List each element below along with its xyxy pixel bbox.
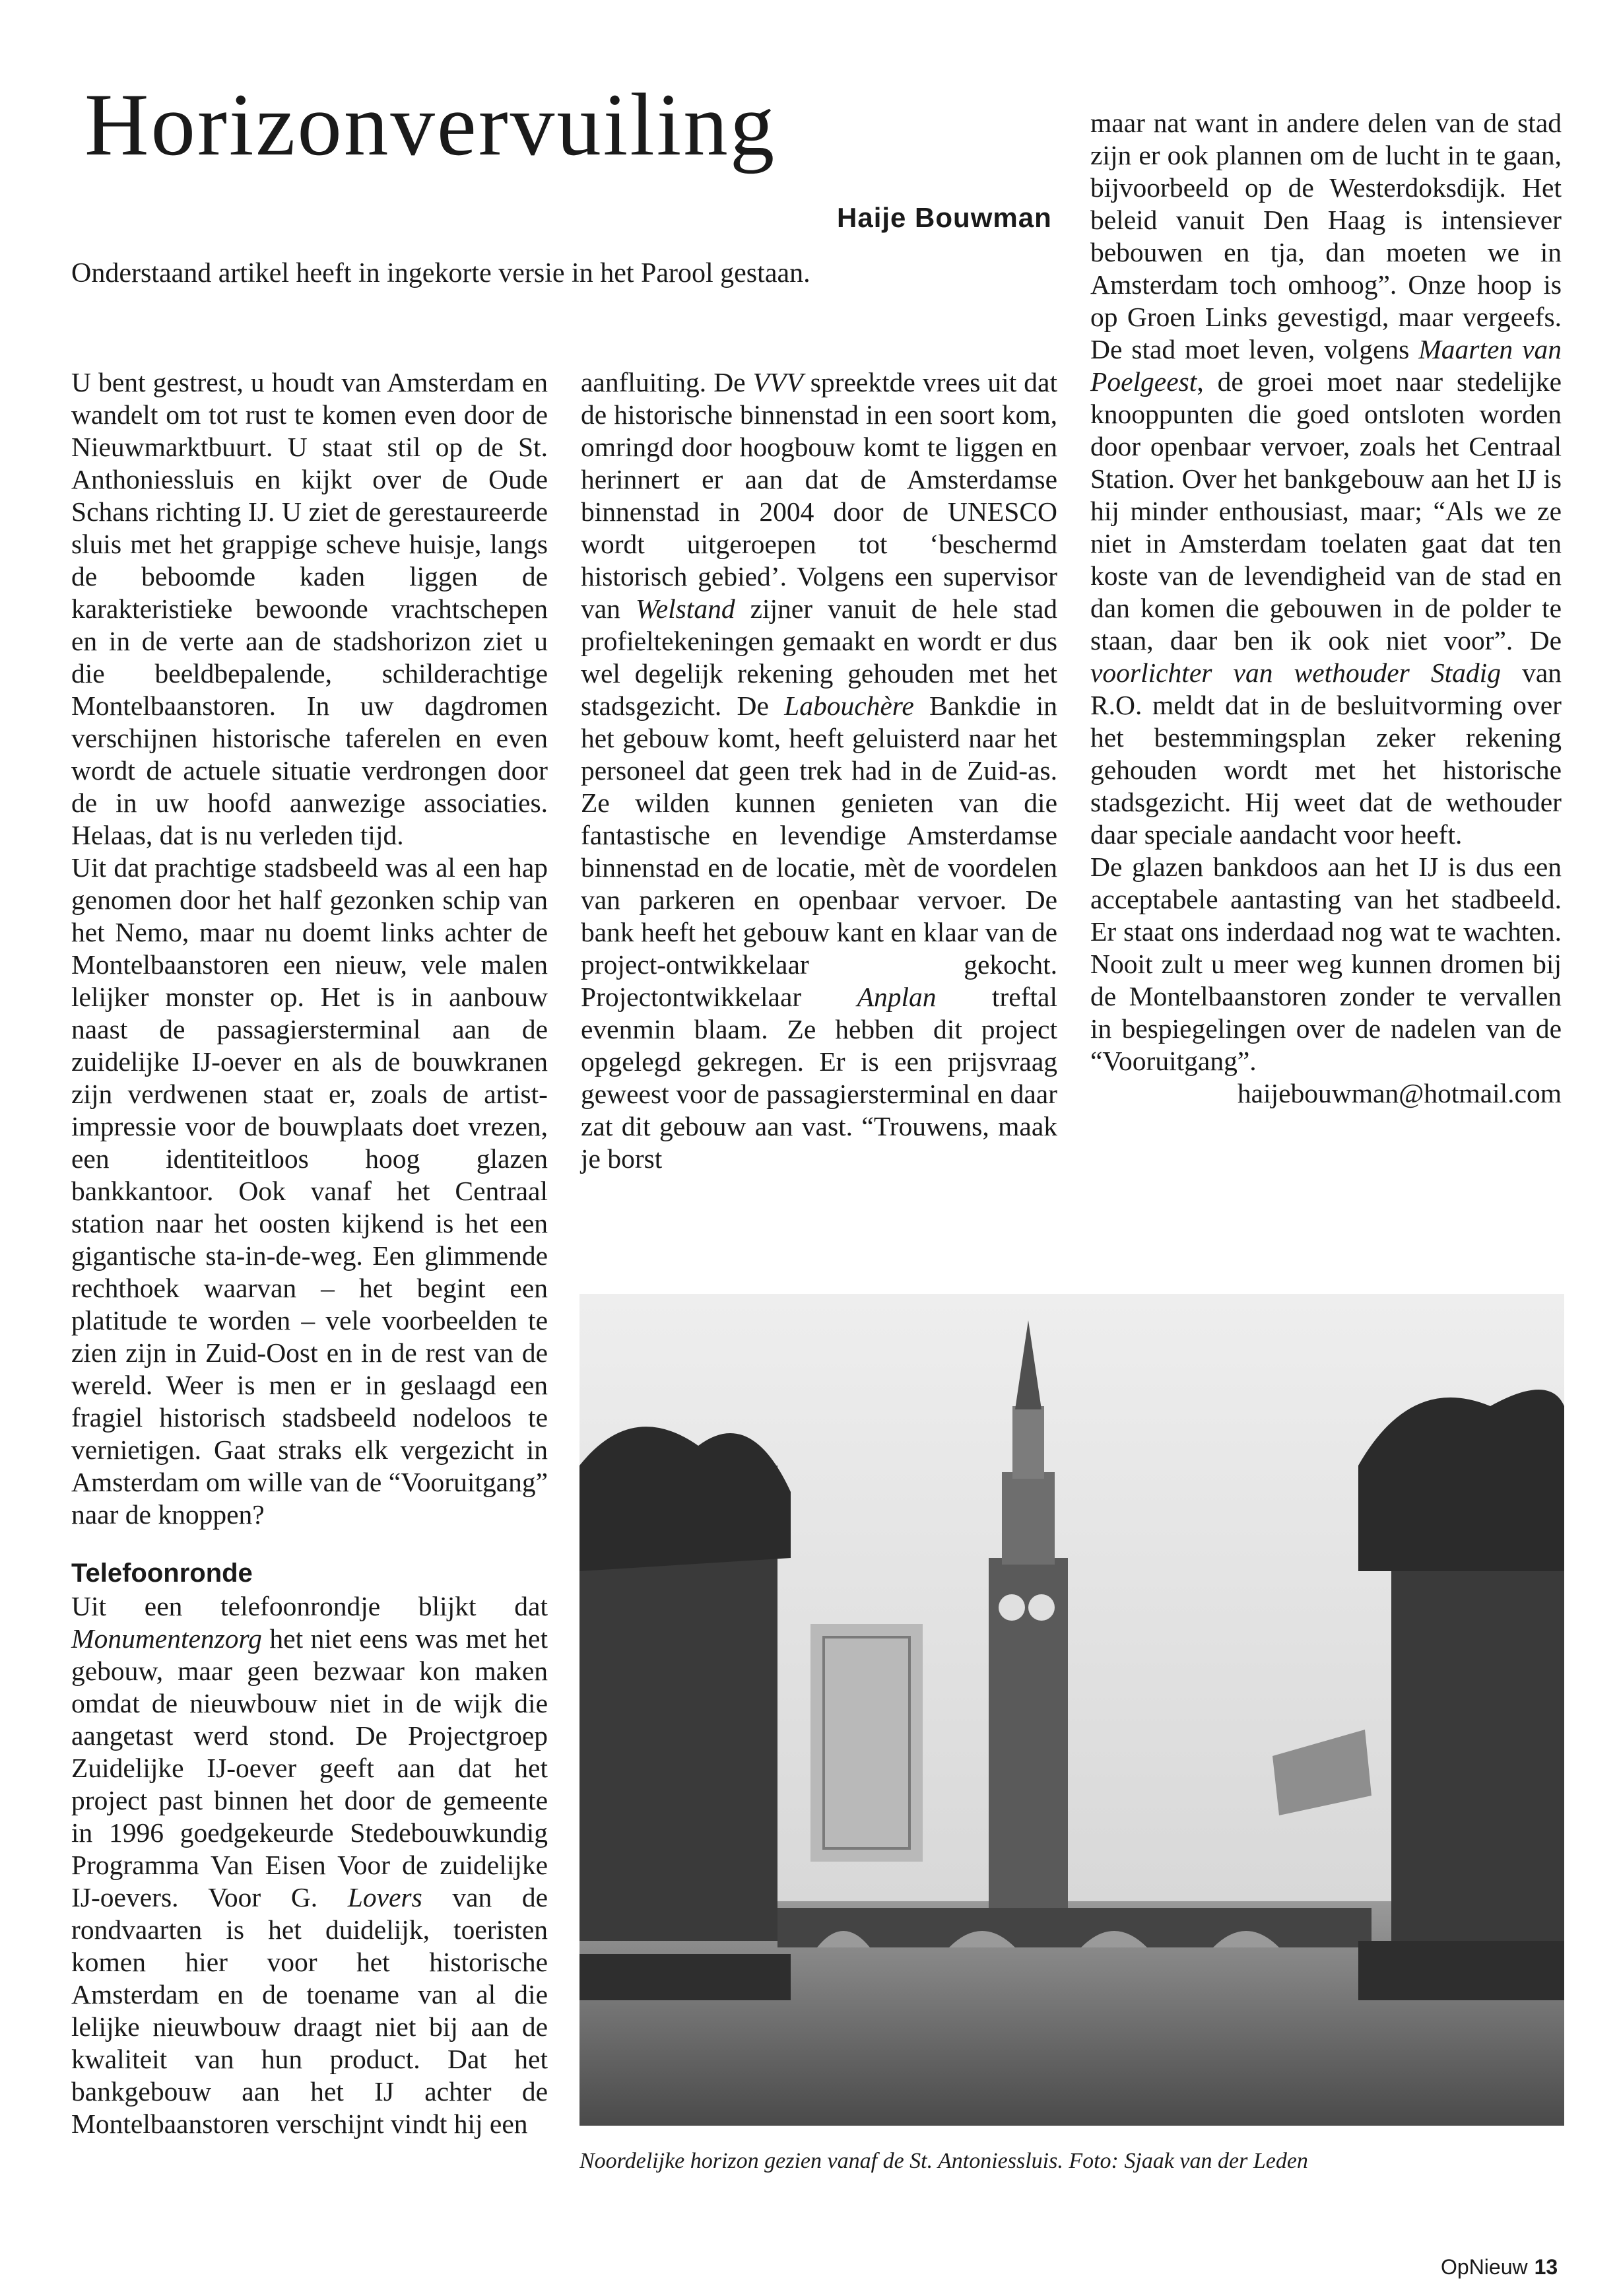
paragraph-4: [1090, 107, 1562, 851]
photo-illustration: [579, 1294, 1564, 2126]
text-run: spreekt: [803, 367, 890, 397]
text-run: er vanuit de hele stad profieltekeningen gemaakt en wordt er dus wel degelijk rekening gehouden met het stadsgezicht. De: [581, 593, 1057, 721]
text-run: aanfluiting. De: [581, 367, 753, 397]
emphasis-voorlichter: voorlichter van wethouder Stadig: [1090, 658, 1501, 688]
text-column-2: [581, 366, 1057, 1175]
emphasis-vvv: VVV: [752, 367, 803, 397]
paragraph-2: Uit dat prachtige stadsbeeld was al een hap genomen door het half gezonken schip van het Nemo, maar nu doemt links achter de Montelbaanstoren een nieuw, vele malen lelijker monster op. Het is in aanbouw naast de passagiersterminal aan de zuidelijke IJ-oever en als de bouwkranen zijn verdwenen staat er, zoals de artist-impressie voor de bouwplaats doet vrezen, een identiteitloos hoog glazen bankkantoor. Ook vanaf het Centraal station naar het oosten kijkend is het een gigantische sta-in-de-weg. Een glimmende rechthoek waarvan – het begint een platitude te worden – vele voorbeelden te zien zijn in Zuid-Oost en in de rest van de wereld. Weer is men er in geslaagd een fragiel historisch stadsbeeld nodeloos te vernietigen. Gaat straks elk vergezicht in Amsterdam om wille van de “Vooruitgang” naar de knoppen?: [71, 852, 548, 1530]
text-run: zijn: [735, 593, 791, 624]
photo-montelbaanstoren: [579, 1294, 1564, 2126]
emphasis-lovers: Lovers: [347, 1882, 422, 1912]
paragraph-5: De glazen bankdoos aan het IJ is dus een acceptabele aantasting van het stadbeeld. Er staat ons inderdaad nog wat te wachten. Nooit zult u meer weg kunnen dromen bij de Montelbaanstoren zonder te vervallen in bespiegelingen over de nadelen van de “Vooruitgang”.: [1090, 852, 1562, 1076]
text-run: Uit een telefoonrondje blijkt dat: [71, 1591, 548, 1621]
emphasis-welstand: Welstand: [635, 593, 735, 624]
paragraph-3: [71, 1590, 548, 2140]
text-run: het niet eens was met het gebouw, maar geen bezwaar kon maken omdat de nieuwbouw niet in de wijk die aangetast werd stond. De Projectgroep Zuidelijke IJ-oever geeft aan dat het project past binnen het door de gemeente in 1996 goedgekeurde Stedebouwkundig Programma Van Eisen Voor de zuidelijke IJ-oevers. Voor G.: [71, 1623, 548, 1912]
author-byline: Haije Bouwman: [837, 202, 1052, 233]
text-run: , de groei moet naar stedelijke knooppunten die goed ontsloten worden door openbaar vervoer, zoals het Centraal Station. Over het bankgebouw aan het IJ is hij minder enthousiast, maar; “Als we ze niet in Amsterdam toelaten gaat dat ten koste van de levendigheid van de stad en dan komen die gebouwen in de polder te staan, daar ben ik ook niet voor”. De: [1090, 366, 1562, 656]
emphasis-anplan: Anplan: [857, 982, 937, 1012]
emphasis-labouchere: Labouchère: [784, 691, 914, 721]
article-title: Horizonvervuiling: [84, 76, 777, 174]
photo-caption: Noordelijke horizon gezien vanaf de St. Antoniessluis. Foto: Sjaak van der Leden: [579, 2149, 1308, 2173]
text-run: van R.O. meldt dat in de besluitvorming over het bestemmingsplan zeker rekening gehouden wordt met het historische stadsgezicht. Hij weet dat de wethouder daar speciale aandacht voor heeft.: [1090, 658, 1562, 850]
text-run: Bank: [913, 691, 987, 721]
intro-note: Onderstaand artikel heeft in ingekorte versie in het Parool gestaan.: [71, 258, 810, 288]
text-run: treft: [936, 982, 1038, 1012]
text-run: die in het gebouw komt, heeft geluisterd naar het personeel dat geen trek had in de Zuid-as. Ze wilden kunnen genieten van die fantastische en levendige Amsterdamse binnenstad en de locatie, mèt de voordelen van parkeren en openbaar vervoer. De bank heeft het gebouw kant en klaar van de project-ontwikkelaar gekocht. Projectontwikkelaar: [581, 691, 1057, 1012]
page-footer: [1441, 2255, 1558, 2279]
text-column-3: [1090, 107, 1562, 1110]
paragraph-1: U bent gestrest, u houdt van Amsterdam en wandelt om tot rust te komen even door de Nieuwmarktbuurt. U staat stil op de St. Anthoniessluis en kijkt over de Oude Schans richting IJ. U ziet de gerestaureerde sluis met het grappige scheve huisje, langs de beboomde kaden liggen de karakteristieke bewoonde vrachtschepen en in de verte aan de stadshorizon ziet u die beeldbepalende, schilderachtige Montelbaanstoren. In uw dagdromen verschijnen historische taferelen en even wordt de actuele situatie verdrongen door de in uw hoofd aanwezige associaties. Helaas, dat is nu verleden tijd.: [71, 367, 548, 850]
page-number: 13: [1534, 2255, 1558, 2279]
subheading-telefoonronde: Telefoonronde: [71, 1559, 253, 1588]
text-column-1: [71, 366, 548, 2140]
text-run: van de rondvaarten is het duidelijk, toeristen komen hier voor het historische Amsterdam en de toename van al die lelijke nieuwbouw draagt niet bij aan de kwaliteit van hun product. Dat het bankgebouw aan het IJ achter de Montelbaanstoren verschijnt vindt hij een: [71, 1882, 548, 2139]
text-run: de vrees uit dat de historische binnenstad in een soort kom, omringd door hoogbouw komt te liggen en herinnert er aan dat de Amsterdamse binnenstad in 2004 door de UNESCO wordt uitgeroepen tot ‘beschermd historisch gebied’. Volgens een supervisor van: [581, 367, 1057, 624]
emphasis-maarten-van-poelgeest: Maarten van Poelgeest: [1090, 334, 1562, 397]
magazine-name: OpNieuw: [1441, 2255, 1528, 2279]
author-email: haijebouwman@hotmail.com: [1237, 1078, 1562, 1108]
paragraph-3: [581, 366, 1057, 1175]
text-run: al evenmin blaam. Ze hebben dit project opgelegd gekregen. Er is een prijsvraag geweest voor de passagiersterminal en daar zat dit gebouw aan vast. “Trouwens, maak je borst: [581, 982, 1057, 1174]
emphasis-monumentenzorg: Monumentenzorg: [71, 1623, 262, 1654]
text-run: maar nat want in andere delen van de stad zijn er ook plannen om de lucht in te gaan, bijvoorbeeld op de Westerdoksdijk. Het beleid vanuit Den Haag is intensiever bebouwen en tja, dan moeten we in Amsterdam toch omhoog”. Onze hoop is op Groen Links gevestigd, maar vergeefs. De stad moet leven, volgens: [1090, 108, 1562, 364]
